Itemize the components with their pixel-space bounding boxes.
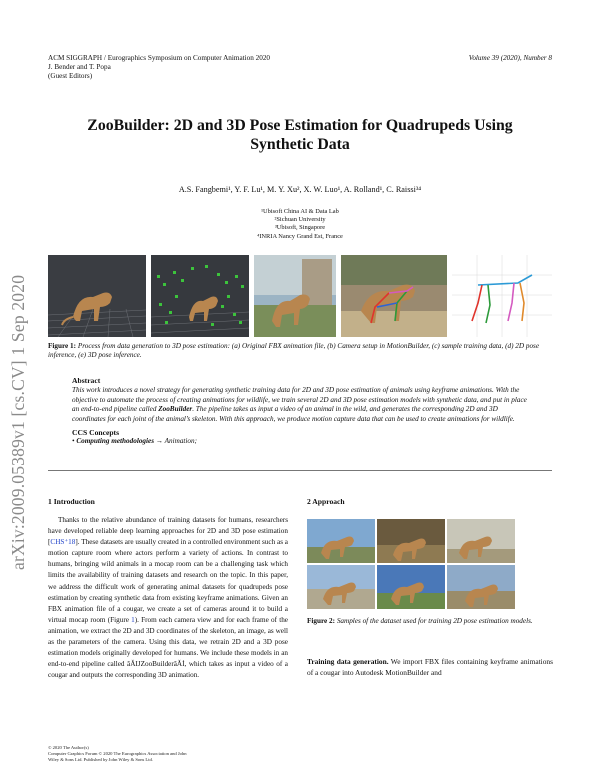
training-data-text: We import FBX files containing keyframe animations of a cougar into Autodesk MotionBuilder and [307, 657, 553, 678]
figure2-caption-text: Samples of the dataset used for training 2D pose estimation models. [336, 617, 533, 625]
figure2-label: Figure 2: [307, 617, 336, 625]
footer-line-1: © 2020 The Author(s) [48, 745, 89, 750]
ccs-subcategory: Animation; [164, 437, 198, 446]
intro-text-2: ]. These datasets are usually created in a controlled environment such as a motion capture room where actors perform a variety of actions. In contrast to humans, bringing wild animals in a mocap room can be a challenging task which limits the availability of training datasets and research on the topic. In this paper, we address the difficult work of generating animal datasets for quadrupeds pose estimation by creating synthetic data from existing keyframe animations. Given an FBX animation file of a cougar, we create a set of cameras around it to build a virtual mocap room (Figure [48, 538, 288, 624]
header-line-venue: ACM SIGGRAPH / Eurographics Symposium on Computer Animation 2020 [48, 54, 271, 62]
figure1-panel-a [48, 255, 146, 337]
affiliations [150, 208, 450, 241]
abstract-divider [48, 470, 552, 471]
ccs-bullet: • [72, 437, 75, 446]
figure2-image-grid [307, 519, 515, 610]
ccs-arrow-icon: → [155, 437, 163, 446]
figure2-caption [307, 617, 553, 627]
running-header-right: Volume 39 (2020), Number 8 [468, 54, 552, 62]
dataset-sample-6 [447, 565, 515, 609]
ccs-category: Computing methodologies [76, 437, 155, 446]
3d-pose-inference-image [452, 255, 552, 337]
abstract-heading: Abstract [72, 376, 101, 385]
figure1-caption-text: Process from data generation to 3D pose estimation: (a) Original FBX animation file, (b) Camera setup in MotionBuilder, (c) sample training data, (d) 2D pose inference, (e) 3D pose inference. [48, 342, 540, 360]
dataset-sample-4 [307, 565, 375, 609]
sample-training-image [254, 255, 336, 337]
header-line-guest: (Guest Editors) [48, 72, 93, 80]
header-line-editors: J. Bender and T. Popa [48, 63, 111, 71]
footer-line-2: Computer Graphics Forum © 2020 The Eurographics Association and John [48, 751, 187, 756]
training-data-paragraph [307, 656, 553, 678]
affiliation-3: ³Ubisoft, Singapore [274, 224, 326, 232]
section-1-heading: 1 Introduction [48, 497, 95, 506]
dataset-sample-3 [447, 519, 515, 563]
figure1-image-strip [48, 255, 552, 337]
dataset-sample-1 [307, 519, 375, 563]
dataset-sample-2 [377, 519, 445, 563]
abstract-text-a: This work introduces a novel strategy for generating synthetic training data for 2D and 3D pose estimation of animals using keyframe animations. With the objective to automate the process of creating animations for wildlife, we train several 2D and 3D pose estimation models with synthetic data, and put in place an end-to-end pipeline called [72, 386, 527, 414]
ccs-heading: CCS Concepts [72, 428, 120, 438]
affiliation-2: ²Sichuan University [274, 216, 326, 224]
abstract-text [72, 386, 528, 424]
introduction-paragraph [48, 515, 288, 681]
abstract-pipeline-name: ZooBuilder [158, 405, 193, 414]
introduction-body [48, 515, 288, 681]
dataset-sample-5 [377, 565, 445, 609]
abstract-text-b: . The pipeline takes as input a video of an animal in the wild, and generates the corresponding 2D and 3D coordinates for each joint of the animal’s skeleton. With this approach, we produce motion capture data that can be used to create animations for wildlife. [72, 405, 515, 423]
intro-text-3: ). From each camera view and for each frame of the animation, we extract the 2D and 3D coordinates of the skeleton, an image, as well as the parameters of the camera. Using this data, we retrain 2D and a 3D pose estimation models originally developed for humans. We include these models in an end-to-end pipeline called âĂIJZooBuilderâĂİ, which takes as input a video of a cougar and outputs the corresponding 3D animation. [48, 615, 288, 680]
figure1-panel-c [254, 255, 336, 337]
section-2-heading: 2 Approach [307, 497, 345, 506]
2d-pose-inference-image [341, 255, 447, 337]
fbx-animation-image [48, 255, 146, 337]
abstract-section [72, 376, 528, 447]
figure1-panel-d [341, 255, 447, 337]
figure1-label: Figure 1: [48, 342, 77, 350]
approach-column [307, 497, 553, 506]
introduction-column [48, 497, 288, 681]
citation-link[interactable]: CHS⁺18 [50, 538, 76, 547]
figure-1-reference-link[interactable]: 1 [131, 615, 135, 624]
intro-text-1: Thanks to the relative abundance of training datasets for humans, researchers have developed reliable deep learning approaches for 2D and 3D pose estimation [ [48, 516, 288, 547]
training-data-run-in-heading: Training data generation. [307, 657, 389, 666]
footer-line-3: Wiley & Sons Ltd. Published by John Wiley & Sons Ltd. [48, 757, 153, 762]
author-list: A.S. Fangbemi¹, Y. F. Lu¹, M. Y. Xu², X. W. Luo¹, A. Rolland¹, C. Raissi³⁴ [178, 185, 422, 194]
running-header-left [48, 54, 348, 81]
ccs-line [72, 437, 528, 446]
camera-setup-image [151, 255, 249, 337]
figure1-caption [48, 342, 552, 361]
arxiv-stamp: arXiv:2009.05389v1 [cs.CV] 1 Sep 2020 [8, 274, 28, 570]
paper-title: ZooBuilder: 2D and 3D Pose Estimation for Quadrupeds Using Synthetic Data [87, 117, 513, 153]
copyright-footer [48, 745, 288, 763]
figure1-panel-e [452, 255, 552, 337]
affiliation-1: ¹Ubisoft China AI & Data Lab [261, 208, 339, 215]
affiliation-4: ⁴INRIA Nancy Grand Est, France [257, 232, 343, 240]
figure1-panel-b [151, 255, 249, 337]
